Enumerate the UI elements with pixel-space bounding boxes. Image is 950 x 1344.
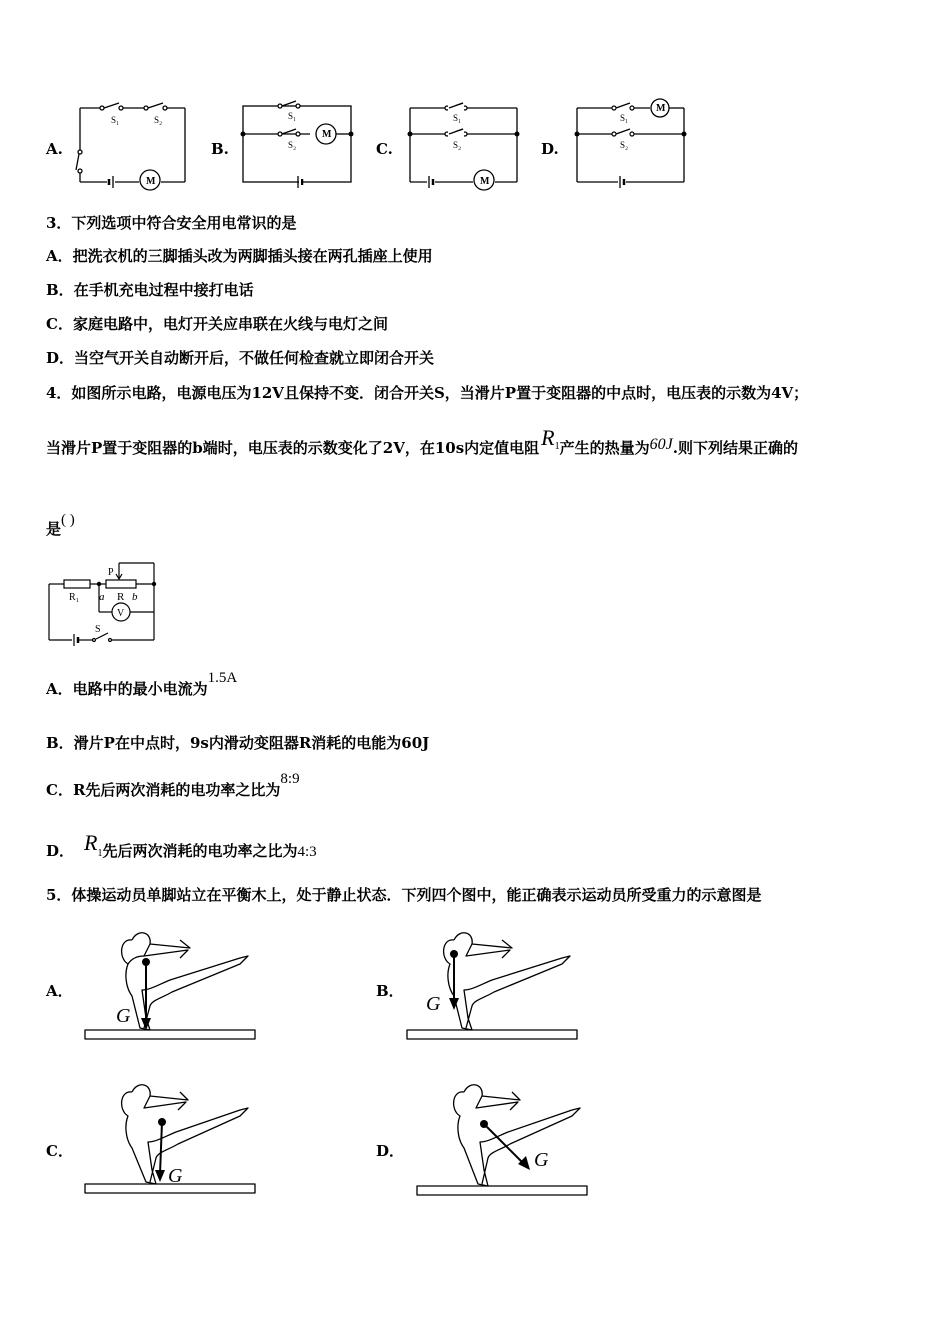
q2-c-s2: S₂	[453, 140, 462, 150]
q4-stem-line3	[46, 512, 75, 539]
q3-option-d: D．当空气开关自动断开后，不做任何检查就立即闭合开关	[46, 349, 435, 367]
q3-option-b: B．在手机充电过程中接打电话	[46, 281, 254, 299]
q4-option-b: B．滑片P在中点时，9s内滑动变阻器R消耗的电能为60J	[46, 734, 430, 752]
q4-fig-s: S	[95, 624, 101, 635]
q4-option-d	[46, 830, 317, 862]
q2-a-motor: M	[146, 176, 156, 187]
q4-option-d-label: D．	[46, 842, 75, 860]
q4-option-d-value: 4:3	[297, 844, 317, 860]
q4-option-a-value: 1.5A	[207, 670, 238, 686]
q5-figure-d	[412, 1070, 592, 1200]
q2-circuit-b	[240, 100, 355, 190]
q5-option-c-label: C．	[46, 1142, 73, 1160]
q5-option-d-label: D．	[376, 1142, 405, 1160]
q5-figure-c	[80, 1070, 260, 1200]
q2-b-s1: S₁	[288, 111, 297, 121]
q4-option-c-value: 8:9	[280, 771, 300, 787]
q4-line3-text: 是	[46, 520, 62, 538]
q2-a-s1: S₁	[111, 115, 120, 125]
q5-option-a-label: A．	[46, 982, 73, 1000]
q4-option-c-text: C．R先后两次消耗的电功率之比为	[46, 781, 281, 799]
q5-c-force-label: G	[168, 1165, 183, 1187]
q2-d-motor: M	[656, 103, 666, 114]
q5-a-force-label: G	[116, 1005, 131, 1027]
q2-d-s1: S₁	[620, 113, 629, 123]
q2-circuit-c	[405, 100, 520, 190]
q4-fig-b: b	[132, 591, 138, 603]
q4-option-d-text: 先后两次消耗的电功率之比为	[102, 842, 298, 860]
q4-option-c	[46, 771, 300, 800]
q2-option-d-label: D.	[541, 140, 559, 158]
q4-option-d-symbol: R	[84, 830, 98, 855]
q5-option-b-label: B．	[376, 982, 404, 1000]
q2-option-c-label: C.	[376, 140, 393, 158]
q4-line2-part-b: 产生的热量为	[559, 439, 650, 457]
q2-circuit-d	[572, 98, 687, 188]
q2-d-s2: S₂	[620, 140, 629, 150]
q4-line2-part-a: 当滑片P置于变阻器的b端时，电压表的示数变化了2V，在10s内定值电阻	[46, 439, 540, 457]
q4-r1-symbol: R	[541, 425, 555, 450]
q4-option-a-text: A．电路中的最小电流为	[46, 680, 208, 698]
q4-fig-p: P	[108, 567, 114, 578]
q2-option-a-label: A.	[46, 140, 63, 158]
q3-option-c: C．家庭电路中，电灯开关应串联在火线与电灯之间	[46, 315, 388, 333]
q2-c-motor: M	[480, 176, 490, 187]
q4-option-a	[46, 670, 238, 699]
q4-line2-part-c: .则下列结果正确的	[672, 439, 798, 457]
q3-option-a: A．把洗衣机的三脚插头改为两脚插头接在两孔插座上使用	[46, 247, 433, 265]
q5-b-force-label: G	[426, 993, 441, 1015]
q5-figure-a	[80, 918, 260, 1048]
q4-circuit-figure	[44, 560, 159, 645]
q2-circuit-a	[75, 100, 190, 190]
q2-b-motor: M	[322, 129, 332, 140]
q5-figure-b	[402, 918, 582, 1048]
q2-option-b-label: B.	[211, 140, 229, 158]
q4-fig-r: R	[117, 591, 125, 603]
q2-c-s1: S₁	[453, 113, 462, 123]
q4-answer-paren: ( )	[61, 512, 75, 528]
q4-option-d-sub: 1	[97, 848, 103, 859]
q2-a-s2: S₂	[154, 115, 163, 125]
q4-stem-line2	[46, 425, 798, 459]
q3-stem: 3．下列选项中符合安全用电常识的是	[46, 214, 297, 232]
q4-fig-a: a	[99, 591, 105, 603]
q5-d-force-label: G	[534, 1149, 549, 1171]
q4-fig-r1: R₁	[69, 592, 80, 603]
q4-stem-line1: 4．如图所示电路，电源电压为12V且保持不变．闭合开关S，当滑片P置于变阻器的中点时，电压表的示数为4V；	[46, 384, 809, 402]
q5-stem: 5．体操运动员单脚站立在平衡木上，处于静止状态．下列四个图中，能正确表示运动员所受重力的示意图是	[46, 886, 762, 904]
q4-heat-value: 60J	[649, 436, 673, 453]
q2-b-s2: S₂	[288, 140, 297, 150]
q4-fig-v: V	[117, 608, 125, 619]
q4-r1-sub: 1	[554, 441, 560, 452]
